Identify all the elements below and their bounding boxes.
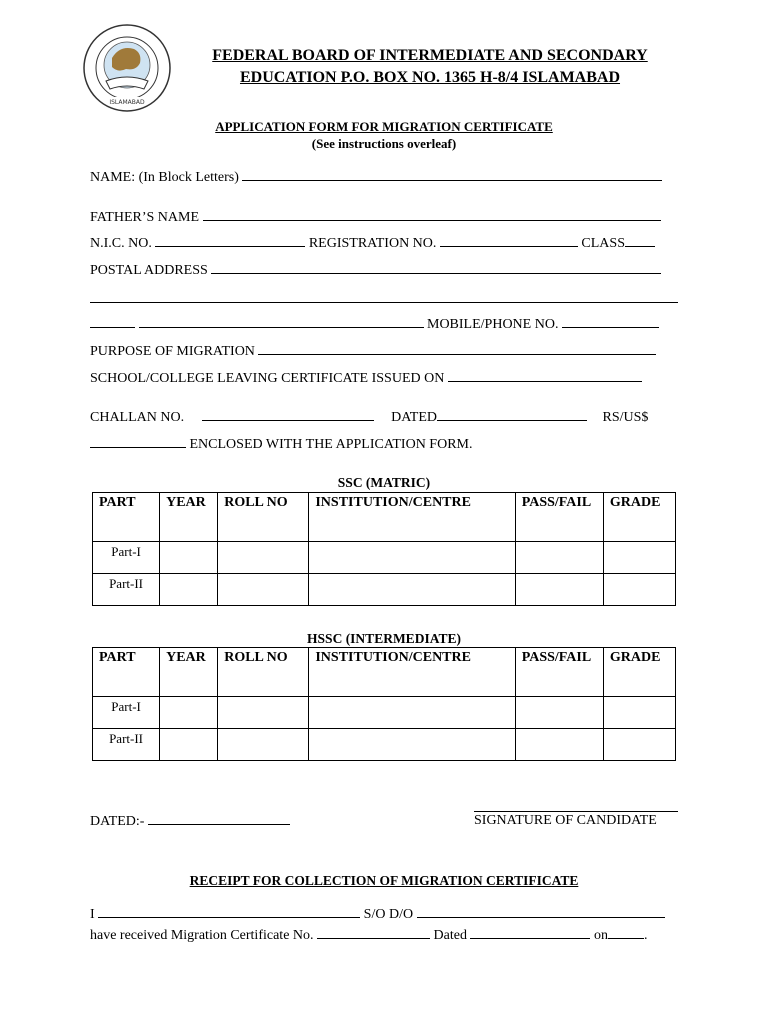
table-row: [93, 574, 676, 606]
board-name-line-2: EDUCATION P.O. BOX NO. 1365 H-8/4 ISLAMABAD: [239, 69, 621, 86]
challan-dated-field[interactable]: [437, 409, 587, 421]
hssc-cell[interactable]: [603, 697, 675, 729]
hssc-cell[interactable]: [309, 697, 515, 729]
receipt-end: .: [643, 928, 648, 943]
father-name-field[interactable]: [203, 209, 661, 221]
name-row: [90, 169, 662, 186]
enclosed-row: [90, 436, 473, 453]
receipt-dated-label: Dated: [433, 928, 467, 943]
hssc-header-part: PART: [93, 648, 160, 697]
challan-label: CHALLAN NO.: [90, 410, 185, 425]
receipt-dated-field[interactable]: [470, 927, 590, 939]
name-field[interactable]: [242, 169, 662, 181]
purpose-label: PURPOSE OF MIGRATION: [90, 344, 255, 359]
purpose-row: [90, 343, 656, 360]
nic-field[interactable]: [155, 235, 305, 247]
board-name-line-1: FEDERAL BOARD OF INTERMEDIATE AND SECONDARY: [212, 47, 648, 64]
hssc-cell[interactable]: [160, 697, 218, 729]
hssc-header-year: YEAR: [160, 648, 218, 697]
receipt-name-field[interactable]: [98, 906, 360, 918]
footer-dated-field[interactable]: [148, 813, 290, 825]
hssc-header-pass-fail: PASS/FAIL: [515, 648, 603, 697]
ssc-header-roll-no: ROLL NO: [218, 493, 309, 542]
mobile-label: MOBILE/PHONE NO.: [427, 317, 559, 332]
form-title: APPLICATION FORM FOR MIGRATION CERTIFICATE: [215, 119, 553, 134]
receipt-certificate-row: [90, 927, 647, 944]
receipt-certificate-no-field[interactable]: [317, 927, 430, 939]
ssc-cell[interactable]: [309, 542, 515, 574]
receipt-i-label: I: [90, 907, 95, 922]
receipt-on-label: on: [593, 928, 608, 943]
nic-label: N.I.C. NO.: [90, 236, 152, 251]
nic-row: [90, 235, 655, 252]
receipt-name-row: [90, 906, 665, 923]
table-row: [93, 729, 676, 761]
receipt-so-do-label: S/O D/O: [363, 907, 414, 922]
ssc-cell[interactable]: [515, 542, 603, 574]
leaving-certificate-field[interactable]: [448, 370, 642, 382]
postal-address-field-1[interactable]: [211, 262, 661, 274]
ssc-header-year: YEAR: [160, 493, 218, 542]
postal-address-field-2[interactable]: [90, 291, 678, 303]
receipt-on-field[interactable]: [608, 927, 644, 939]
purpose-field[interactable]: [258, 343, 656, 355]
leaving-certificate-label: SCHOOL/COLLEGE LEAVING CERTIFICATE ISSUED ON: [90, 371, 445, 386]
ssc-cell[interactable]: [603, 542, 675, 574]
ssc-row-part: Part-II: [93, 574, 160, 606]
postal-address-label: POSTAL ADDRESS: [90, 263, 208, 278]
mobile-field[interactable]: [562, 316, 659, 328]
hssc-cell[interactable]: [218, 729, 309, 761]
ssc-cell[interactable]: [218, 574, 309, 606]
registration-label: REGISTRATION NO.: [308, 236, 437, 251]
hssc-header-institution: INSTITUTION/CENTRE: [309, 648, 515, 697]
ssc-table: [92, 492, 676, 606]
class-label: CLASS: [581, 236, 625, 251]
ssc-cell[interactable]: [160, 574, 218, 606]
receipt-parent-field[interactable]: [417, 906, 665, 918]
ssc-title: SSC (MATRIC): [337, 475, 431, 490]
hssc-cell[interactable]: [515, 729, 603, 761]
table-row: [93, 542, 676, 574]
enclosed-label: ENCLOSED WITH THE APPLICATION FORM.: [189, 437, 473, 452]
father-name-label: FATHER’S NAME: [90, 210, 200, 225]
ssc-header-institution: INSTITUTION/CENTRE: [309, 493, 515, 542]
hssc-cell[interactable]: [309, 729, 515, 761]
ssc-header-grade: GRADE: [603, 493, 675, 542]
challan-dated-label: DATED: [391, 410, 437, 425]
svg-text:ISLAMABAD: ISLAMABAD: [109, 99, 145, 106]
receipt-received-label: have received Migration Certificate No.: [90, 928, 314, 943]
table-row: [93, 697, 676, 729]
address-code-field[interactable]: [90, 316, 135, 328]
hssc-cell[interactable]: [218, 697, 309, 729]
father-row: [90, 209, 661, 226]
ssc-header-part: PART: [93, 493, 160, 542]
hssc-header-roll-no: ROLL NO: [218, 648, 309, 697]
hssc-cell[interactable]: [160, 729, 218, 761]
ssc-header-pass-fail: PASS/FAIL: [515, 493, 603, 542]
footer-dated-row: [90, 813, 290, 830]
ssc-row-part: Part-I: [93, 542, 160, 574]
ssc-cell[interactable]: [603, 574, 675, 606]
postal-row: [90, 262, 661, 279]
footer-dated-label: DATED:-: [90, 814, 145, 829]
hssc-header-grade: GRADE: [603, 648, 675, 697]
registration-field[interactable]: [440, 235, 578, 247]
leaving-certificate-row: [90, 370, 642, 387]
ssc-cell[interactable]: [218, 542, 309, 574]
name-label: NAME: (In Block Letters): [90, 170, 239, 185]
challan-field[interactable]: [202, 409, 374, 421]
hssc-title: HSSC (INTERMEDIATE): [307, 631, 461, 646]
ssc-cell[interactable]: [515, 574, 603, 606]
receipt-title: RECEIPT FOR COLLECTION OF MIGRATION CERTIFICATE: [189, 873, 579, 888]
address-city-field[interactable]: [139, 316, 424, 328]
federal-board-seal-logo: [82, 23, 172, 113]
form-subtitle: (See instructions overleaf): [311, 136, 457, 151]
challan-row: [90, 409, 648, 426]
class-field[interactable]: [625, 235, 655, 247]
ssc-cell[interactable]: [160, 542, 218, 574]
signature-label: SIGNATURE OF CANDIDATE: [474, 813, 657, 828]
mobile-row: [90, 316, 659, 333]
ssc-cell[interactable]: [309, 574, 515, 606]
hssc-cell[interactable]: [515, 697, 603, 729]
signature-field[interactable]: [474, 800, 678, 812]
amount-field[interactable]: [90, 436, 186, 448]
hssc-row-part: Part-I: [93, 697, 160, 729]
hssc-row-part: Part-II: [93, 729, 160, 761]
hssc-table: [92, 647, 676, 761]
currency-label: RS/US$: [602, 410, 649, 425]
hssc-cell[interactable]: [603, 729, 675, 761]
